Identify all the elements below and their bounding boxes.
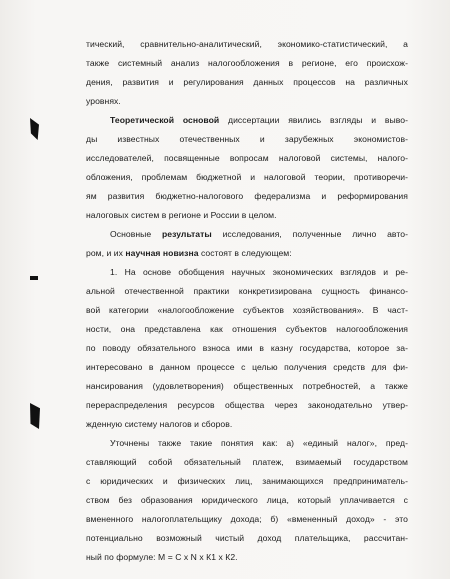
text-line: перераспределения ресурсов общества через законодательно утвер-	[86, 400, 408, 410]
scan-mark	[30, 276, 38, 280]
text-line: ям развития бюджетно-налогового федерализма и реформирования	[86, 191, 408, 201]
text-line: альной отечественной практики конкретизирована сущность финансо-	[86, 286, 408, 296]
text-fragment: состоят в следующем:	[198, 248, 292, 258]
text-line: ный по формуле: М = С х N х К1 х К2.	[86, 552, 238, 562]
text-line: ставляющий собой обязательный платеж, взимаемый государством	[86, 457, 408, 467]
text-line: Уточнены также такие понятия как: а) «единый налог», пред-	[110, 438, 408, 448]
text-line: ности, она представлена как отношения субъектов налогообложения	[86, 324, 408, 334]
text-line: по поводу обязательного взноса ими в казну государства, которое за-	[86, 343, 408, 353]
emphasis-text: результаты	[161, 229, 212, 239]
text-line: также системный анализ налогообложения в регионе, его происхож-	[86, 58, 408, 68]
text-line: вой категории «налогообложение субъектов хозяйствования». В част-	[86, 305, 408, 315]
text-line	[86, 248, 292, 259]
text-line	[110, 115, 408, 126]
scan-mark	[30, 118, 39, 140]
text-line: потенциально возможный чистый доход плательщика, рассчитан-	[86, 533, 408, 543]
text-line: вмененного налогоплательщику дохода; б) «вмененный доход» - это	[86, 514, 408, 524]
text-line: налоговых систем в регионе и России в целом.	[86, 210, 277, 220]
text-line: с юридических и физических лиц, занимающихся предприниматель-	[86, 476, 408, 486]
text-line: обложения, проблемам бюджетной и налоговой теории, противоречи-	[86, 172, 408, 182]
emphasis-text: научная новизна	[125, 248, 199, 258]
text-fragment: Основные	[110, 229, 162, 239]
text-line: ды известных отечественных и зарубежных экономистов-	[86, 134, 408, 144]
text-line: ством без образования юридического лица, который уплачивается с	[86, 495, 408, 505]
text-line: интересовано в данном процессе с целью получения средств для фи-	[86, 362, 408, 372]
text-line: нансирования (удовлетворения) общественных потребностей, а также	[86, 381, 408, 391]
text-line	[110, 229, 408, 240]
text-line: жденную систему налогов и сборов.	[86, 419, 233, 429]
text-line: исследователей, посвященные вопросам налоговой системы, налого-	[86, 153, 408, 163]
text-fragment: исследования, полученные лично авто-	[222, 229, 408, 239]
text-line: тический, сравнительно-аналитический, экономико-статистический, а	[86, 39, 408, 49]
text-line: уровнях.	[86, 96, 121, 106]
text-line: дения, развития и регулирования данных процессов на различных	[86, 77, 408, 87]
scan-mark	[30, 403, 40, 429]
emphasis-text: Теоретической основой	[110, 115, 220, 125]
text-fragment: ром, и их	[86, 248, 126, 258]
text-fragment: диссертации явились взгляды и выво-	[228, 115, 408, 125]
text-line: 1. На основе обобщения научных экономических взглядов и ре-	[110, 267, 408, 277]
